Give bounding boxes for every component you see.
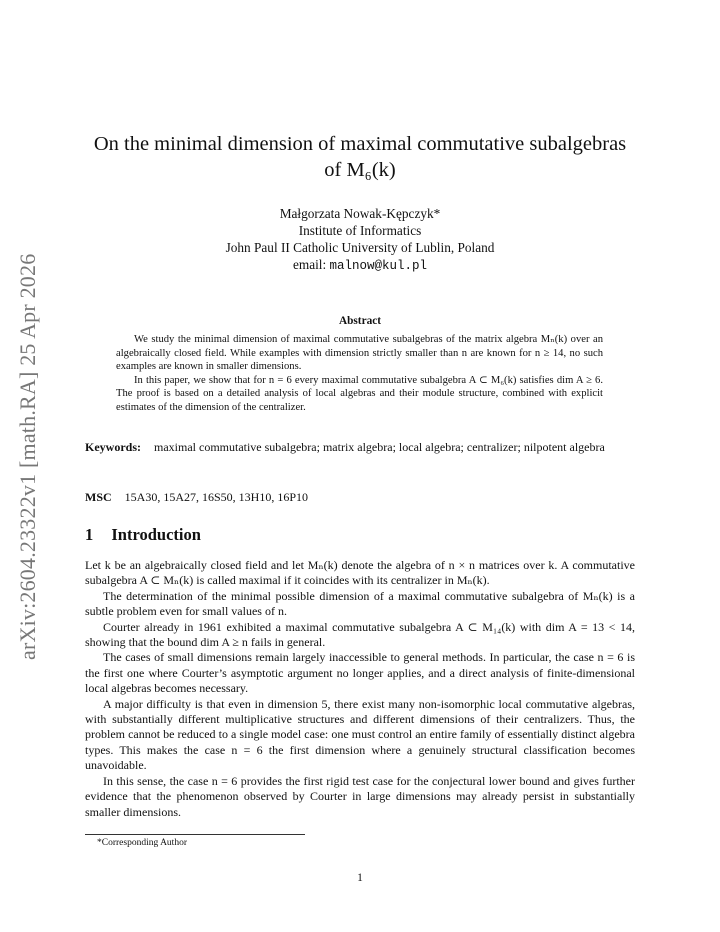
section-heading xyxy=(85,525,201,545)
abstract-paragraph: In this paper, we show that for n = 6 every maximal commutative subalgebra A ⊂ M₆(k) satisfies dim A ≥ 6. The proof is based on a detailed analysis of local algebras and their module structure, combined with explicit estimates of the dimension of the centralizer. xyxy=(116,374,603,413)
abstract-paragraph: We study the minimal dimension of maximal commutative subalgebras of the matrix algebra Mₙ(k) over an algebraically closed field. While examples with dimension strictly smaller than n are known for n ≥ 14, no such examples are known in smaller dimensions. xyxy=(116,334,603,372)
title-line-2: of M₆(k) xyxy=(324,159,396,181)
msc-label: MSC xyxy=(85,490,112,504)
author-block xyxy=(80,205,640,275)
keywords-text: maximal commutative subalgebra; matrix algebra; local algebra; centralizer; nilpotent algebra xyxy=(154,440,605,454)
email-link[interactable]: malnow@kul.pl xyxy=(329,259,428,273)
body-paragraph: In this sense, the case n = 6 provides the first rigid test case for the conjectural lower bound and gives further evidence that the phenomenon observed by Courter in large dimensions may already persist in substantially smaller dimensions. xyxy=(85,773,635,819)
page-number: 1 xyxy=(357,872,363,884)
body-paragraph: Courter already in 1961 exhibited a maximal commutative subalgebra A ⊂ M₁₄(k) with dim A = 13 < 14, showing that the bound dim A ≥ n fails in general. xyxy=(85,619,635,650)
arxiv-identifier: arXiv:2604.23322v1 [math.RA] 25 Apr 2026 xyxy=(15,253,40,660)
author-institute: Institute of Informatics xyxy=(298,223,422,238)
introduction-body xyxy=(85,558,635,820)
body-paragraph: The determination of the minimal possible dimension of a maximal commutative subalgebra of Mₙ(k) is a subtle problem even for small values of n. xyxy=(85,588,635,619)
abstract-body xyxy=(116,333,603,414)
paper-title xyxy=(80,131,640,183)
section-number: 1 xyxy=(85,525,94,544)
keywords-label: Keywords: xyxy=(85,440,141,454)
author-email-line xyxy=(80,256,640,275)
email-label: email: xyxy=(292,257,327,272)
author-university: John Paul II Catholic University of Lublin, Poland xyxy=(225,240,495,255)
title-line-1: On the minimal dimension of maximal commutative subalgebras xyxy=(93,133,627,155)
author-name: Małgorzata Nowak-Kępczyk* xyxy=(279,206,441,221)
msc-codes xyxy=(85,490,635,505)
footnote-rule xyxy=(85,834,305,835)
keywords xyxy=(85,440,635,456)
abstract-heading: Abstract xyxy=(338,315,382,327)
body-paragraph: The cases of small dimensions remain largely inaccessible to general methods. In particular, the case n = 6 is the first one where Courter’s asymptotic argument no longer applies, and a direct analysis of finite-dimensional local algebras becomes necessary. xyxy=(85,650,635,696)
section-title: Introduction xyxy=(111,525,201,544)
footnote: *Corresponding Author xyxy=(97,838,187,848)
body-paragraph: Let k be an algebraically closed field and let Mₙ(k) denote the algebra of n × n matrices over k. A commutative subalgebra A ⊂ Mₙ(k) is called maximal if it coincides with its centralizer in Mₙ(k). xyxy=(85,558,635,588)
msc-text: 15A30, 15A27, 16S50, 13H10, 16P10 xyxy=(124,490,309,504)
body-paragraph: A major difficulty is that even in dimension 5, there exist many non-isomorphic local commutative algebras, with substantially different multiplicative structures and different dimensions of their centralizers. Thus, the problem cannot be reduced to a single model case: one must control an entire family of essentially distinct algebra types. This makes the case n = 6 the first dimension where a genuinely structural classification becomes unavoidable. xyxy=(85,696,635,773)
